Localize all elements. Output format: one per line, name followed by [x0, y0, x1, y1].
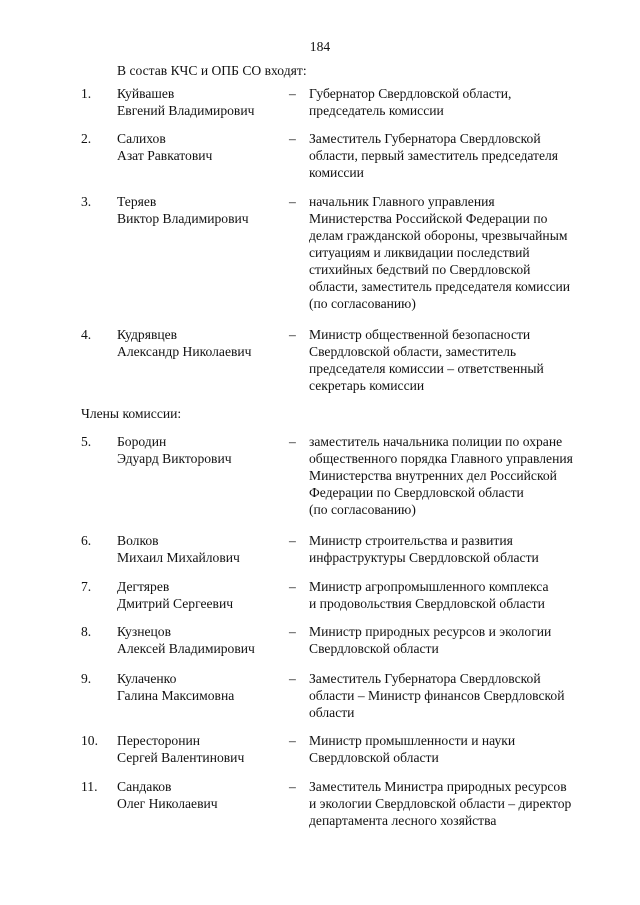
role-line: инфраструктуры Свердловской области — [309, 550, 539, 565]
role-line: Свердловской области — [309, 750, 439, 765]
role-description — [309, 670, 609, 721]
role-line: департамента лесного хозяйства — [309, 813, 497, 828]
role-line: Свердловской области, заместитель — [309, 344, 517, 359]
item-number: 6. — [81, 533, 92, 548]
dash: – — [289, 671, 296, 686]
person-name — [117, 326, 252, 360]
surname: Дегтярев — [117, 579, 170, 594]
role-description — [309, 623, 609, 657]
role-line: Заместитель Министра природных ресурсов — [309, 779, 567, 794]
role-description — [309, 193, 609, 312]
given-names: Олег Николаевич — [117, 796, 218, 811]
role-line: комиссии — [309, 165, 364, 180]
person-name — [117, 85, 254, 119]
role-line: Министр промышленности и науки — [309, 733, 516, 748]
dash: – — [289, 624, 296, 639]
role-line: секретарь комиссии — [309, 378, 425, 393]
given-names: Михаил Михайлович — [117, 550, 240, 565]
role-line: Министерства внутренних дел Российской — [309, 468, 557, 483]
role-description — [309, 433, 609, 518]
intro-text: В состав КЧС и ОПБ СО входят: — [117, 63, 307, 78]
role-line: области – Министр финансов Свердловской — [309, 688, 565, 703]
dash: – — [289, 533, 296, 548]
role-description — [309, 130, 609, 181]
dash: – — [289, 194, 296, 209]
item-number: 4. — [81, 327, 92, 342]
surname: Бородин — [117, 434, 167, 449]
given-names: Александр Николаевич — [117, 344, 252, 359]
surname: Кудрявцев — [117, 327, 178, 342]
given-names: Эдуард Викторович — [117, 451, 232, 466]
given-names: Азат Равкатович — [117, 148, 213, 163]
role-line: Заместитель Губернатора Свердловской — [309, 131, 541, 146]
role-line: Министерства Российской Федерации по — [309, 211, 548, 226]
person-name — [117, 130, 212, 164]
surname: Пересторонин — [117, 733, 201, 748]
dash: – — [289, 579, 296, 594]
role-line: и продовольствия Свердловской области — [309, 596, 545, 611]
role-description — [309, 532, 609, 566]
item-number: 3. — [81, 194, 92, 209]
role-line: ситуациям и ликвидации последствий — [309, 245, 530, 260]
dash: – — [289, 434, 296, 449]
given-names: Виктор Владимирович — [117, 211, 249, 226]
page-number: 184 — [309, 39, 331, 54]
members-heading: Члены комиссии: — [81, 406, 182, 421]
surname: Волков — [117, 533, 159, 548]
role-line: Федерации по Свердловской области — [309, 485, 524, 500]
role-line: делам гражданской обороны, чрезвычайным — [309, 228, 568, 243]
role-line: начальник Главного управления — [309, 194, 495, 209]
surname: Куйвашев — [117, 86, 175, 101]
role-line: Свердловской области — [309, 641, 439, 656]
given-names: Алексей Владимирович — [117, 641, 255, 656]
dash: – — [289, 733, 296, 748]
role-line: Министр строительства и развития — [309, 533, 513, 548]
role-line: Министр природных ресурсов и экологии — [309, 624, 552, 639]
item-number: 2. — [81, 131, 92, 146]
role-description — [309, 732, 609, 766]
role-line: Губернатор Свердловской области, — [309, 86, 512, 101]
person-name — [117, 578, 233, 612]
role-line: области, заместитель председателя комиссии — [309, 279, 571, 294]
item-number: 8. — [81, 624, 92, 639]
role-line: и экологии Свердловской области – директор — [309, 796, 572, 811]
surname: Сандаков — [117, 779, 172, 794]
item-number: 10. — [81, 733, 98, 748]
role-line: председатель комиссии — [309, 103, 444, 118]
surname: Салихов — [117, 131, 166, 146]
role-description — [309, 326, 609, 394]
person-name — [117, 778, 218, 812]
surname: Теряев — [117, 194, 157, 209]
person-name — [117, 670, 234, 704]
person-name — [117, 433, 232, 467]
role-description — [309, 778, 609, 829]
role-line: председателя комиссии – ответственный — [309, 361, 544, 376]
item-number: 11. — [81, 779, 98, 794]
surname: Кузнецов — [117, 624, 172, 639]
item-number: 1. — [81, 86, 92, 101]
person-name — [117, 532, 240, 566]
role-line: (по согласованию) — [309, 296, 416, 311]
item-number: 7. — [81, 579, 92, 594]
role-line: стихийных бедствий по Свердловской — [309, 262, 531, 277]
dash: – — [289, 779, 296, 794]
dash: – — [289, 86, 296, 101]
item-number: 9. — [81, 671, 92, 686]
role-description — [309, 578, 609, 612]
item-number: 5. — [81, 434, 92, 449]
role-line: заместитель начальника полиции по охране — [309, 434, 563, 449]
role-line: Министр агропромышленного комплекса — [309, 579, 549, 594]
role-line: области — [309, 705, 355, 720]
role-line: Заместитель Губернатора Свердловской — [309, 671, 541, 686]
role-line: (по согласованию) — [309, 502, 416, 517]
given-names: Дмитрий Сергеевич — [117, 596, 234, 611]
person-name — [117, 623, 255, 657]
person-name — [117, 193, 249, 227]
role-line: области, первый заместитель председателя — [309, 148, 559, 163]
role-description — [309, 85, 609, 119]
given-names: Евгений Владимирович — [117, 103, 255, 118]
surname: Кулаченко — [117, 671, 177, 686]
dash: – — [289, 131, 296, 146]
person-name — [117, 732, 244, 766]
dash: – — [289, 327, 296, 342]
role-line: Министр общественной безопасности — [309, 327, 531, 342]
given-names: Галина Максимовна — [117, 688, 235, 703]
given-names: Сергей Валентинович — [117, 750, 245, 765]
role-line: общественного порядка Главного управления — [309, 451, 573, 466]
